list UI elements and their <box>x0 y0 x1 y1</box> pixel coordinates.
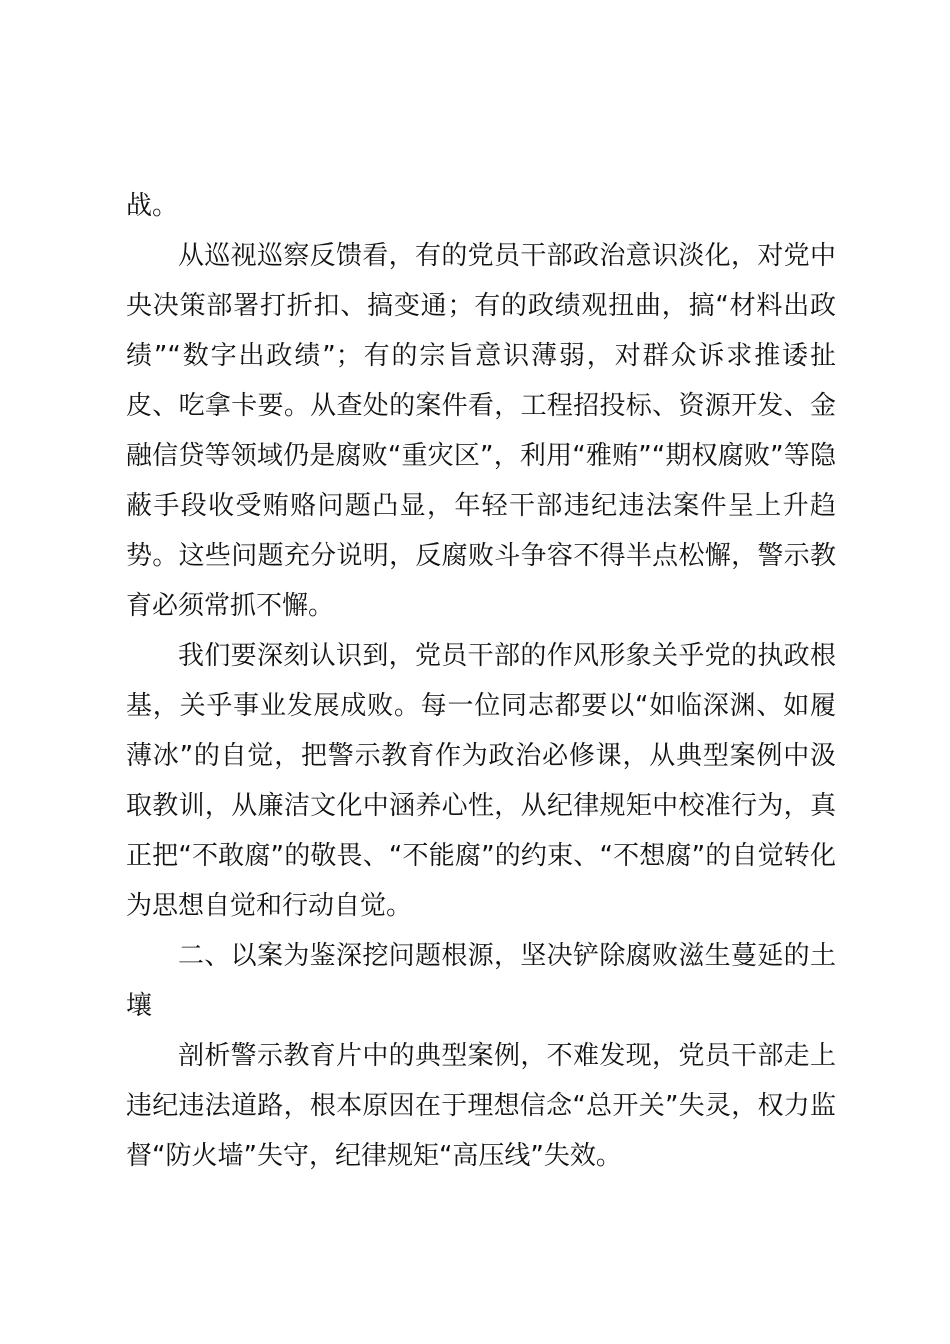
section-heading-two: 二、以案为鉴深挖问题根源，坚决铲除腐败滋生蔓延的土壤 <box>126 941 836 1021</box>
paragraph-case-analysis: 剖析警示教育片中的典型案例，不难发现，党员干部走上违纪违法道路，根本原因在于理想信念“总开关”失灵，权力监督“防火墙”失守，纪律规矩“高压线”失效。 <box>126 1041 836 1171</box>
document-body <box>126 181 836 1181</box>
paragraph-deep-understanding: 我们要深刻认识到，党员干部的作风形象关乎党的执政根基，关乎事业发展成败。每一位同志都要以“如临深渊、如履薄冰”的自觉，把警示教育作为政治必修课，从典型案例中汲取教训，从廉洁文化中涵养心性，从纪律规矩中校准行为，真正把“不敢腐”的敬畏、“不能腐”的约束、“不想腐”的自觉转化为思想自觉和行动自觉。 <box>126 641 836 921</box>
paragraph-inspection-feedback: 从巡视巡察反馈看，有的党员干部政治意识淡化，对党中央决策部署打折扣、搞变通；有的政绩观扭曲，搞“材料出政绩”“数字出政绩”；有的宗旨意识薄弱，对群众诉求推诿扯皮、吃拿卡要。从查处的案件看，工程招投标、资源开发、金融信贷等领域仍是腐败“重灾区”，利用“雅贿”“期权腐败”等隐蔽手段收受贿赂问题凸显，年轻干部违纪违法案件呈上升趋势。这些问题充分说明，反腐败斗争容不得半点松懈，警示教育必须常抓不懈。 <box>126 241 836 621</box>
paragraph-continuation: 战。 <box>126 191 179 221</box>
